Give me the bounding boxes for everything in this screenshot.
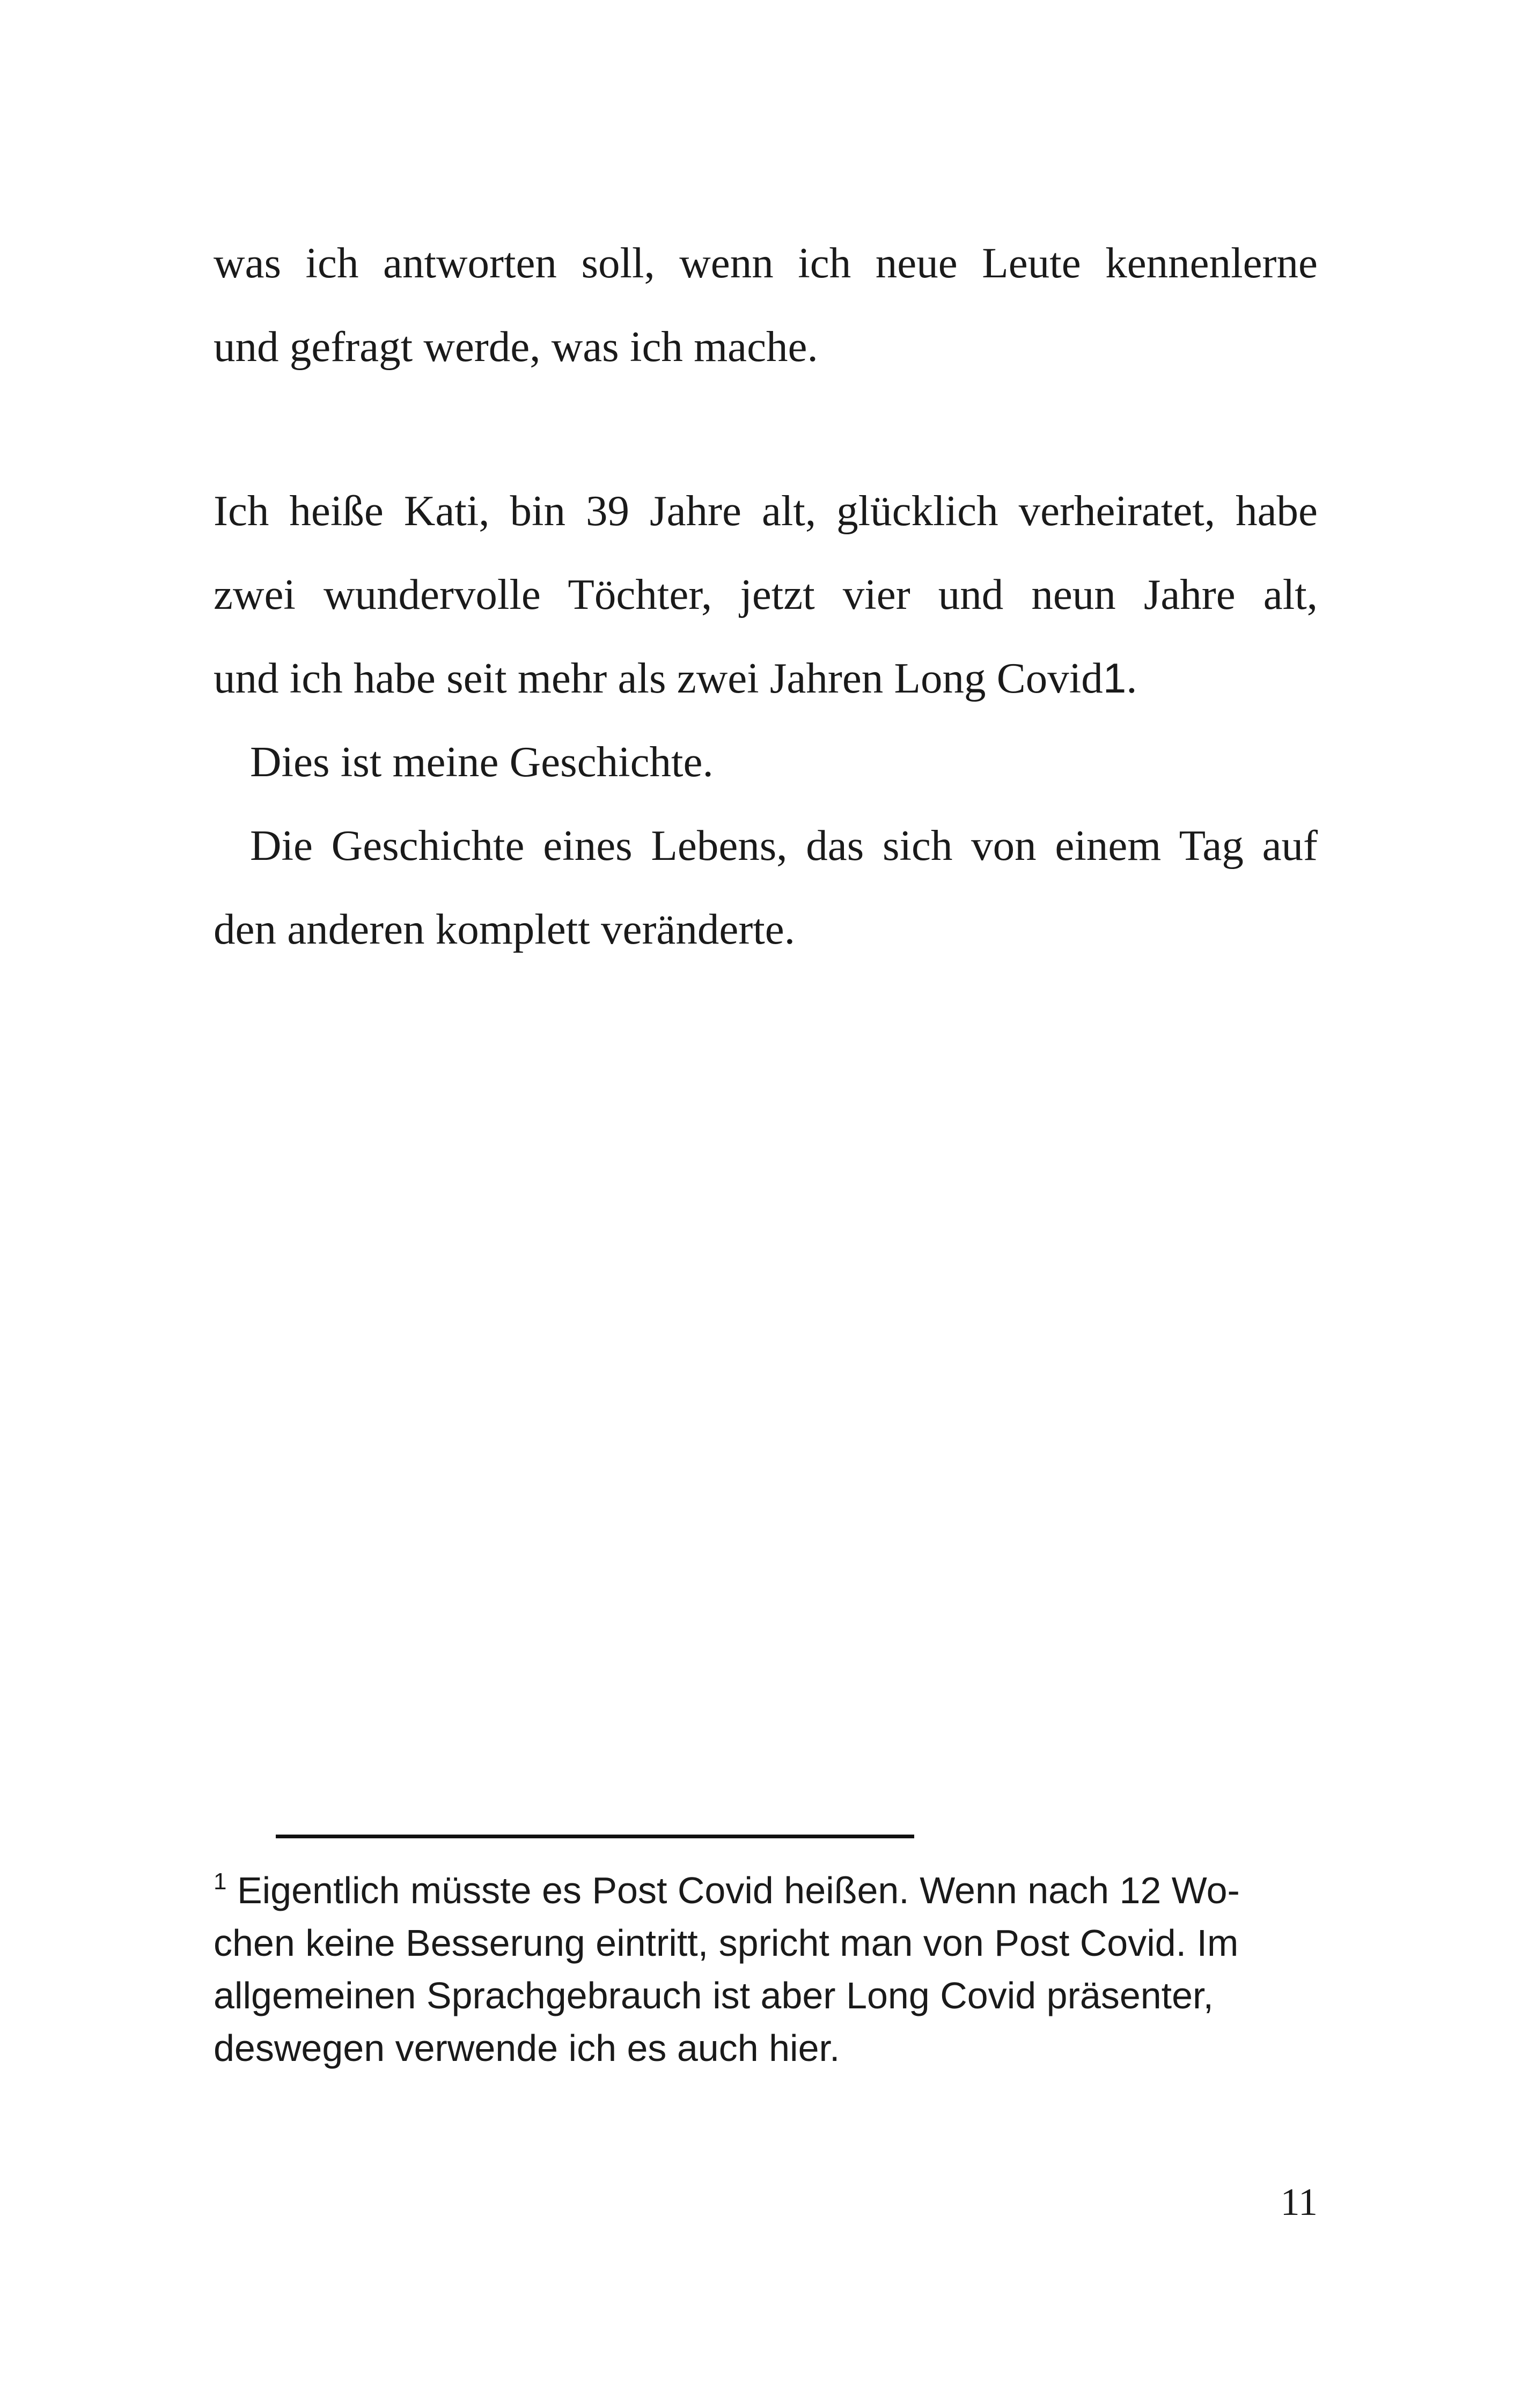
paragraph-2 [214, 469, 1318, 720]
text-line: zwei wundervolle Töchter, jetzt vier und neun Jahre alt, [214, 570, 1318, 618]
footnote-line: deswegen verwende ich es auch hier. [214, 2027, 840, 2069]
footnote-number: 1 [214, 1868, 227, 1895]
page-number: 11 [1280, 2181, 1318, 2223]
footnote-reference: 1 [1103, 654, 1127, 702]
footnote-separator-rule [276, 1835, 914, 1838]
footnote-line [214, 1864, 1318, 1917]
paragraph-4 [214, 804, 1318, 971]
text-line-with-footnote-ref [214, 636, 1318, 720]
text-line: und ich habe seit mehr als zwei Jahren Long Covid [214, 654, 1103, 702]
footnote [214, 1864, 1318, 2074]
footnote-text: Eigentlich müsste es Post Covid heißen. Wenn nach 12 Wo- [237, 1869, 1240, 1911]
footnote-line: allgemeinen Sprachgebrauch ist aber Long Covid präsenter, [214, 1975, 1214, 2016]
text-line: den anderen komplett veränderte. [214, 905, 796, 953]
text-line: was ich antworten soll, wenn ich neue Leute kennenlerne [214, 239, 1318, 287]
text-line: Dies ist meine Geschichte. [250, 738, 714, 786]
text-line: Ich heiße Kati, bin 39 Jahre alt, glücklich verheiratet, habe [214, 487, 1318, 535]
paragraph-3 [214, 720, 1318, 804]
paragraph-1 [214, 221, 1318, 388]
footnote-line: chen keine Besserung eintritt, spricht man von Post Covid. Im [214, 1922, 1239, 1964]
text-line: und gefragt werde, was ich mache. [214, 322, 818, 371]
text-line: Die Geschichte eines Lebens, das sich von einem Tag auf [250, 821, 1318, 870]
text-line-end: . [1126, 654, 1137, 702]
